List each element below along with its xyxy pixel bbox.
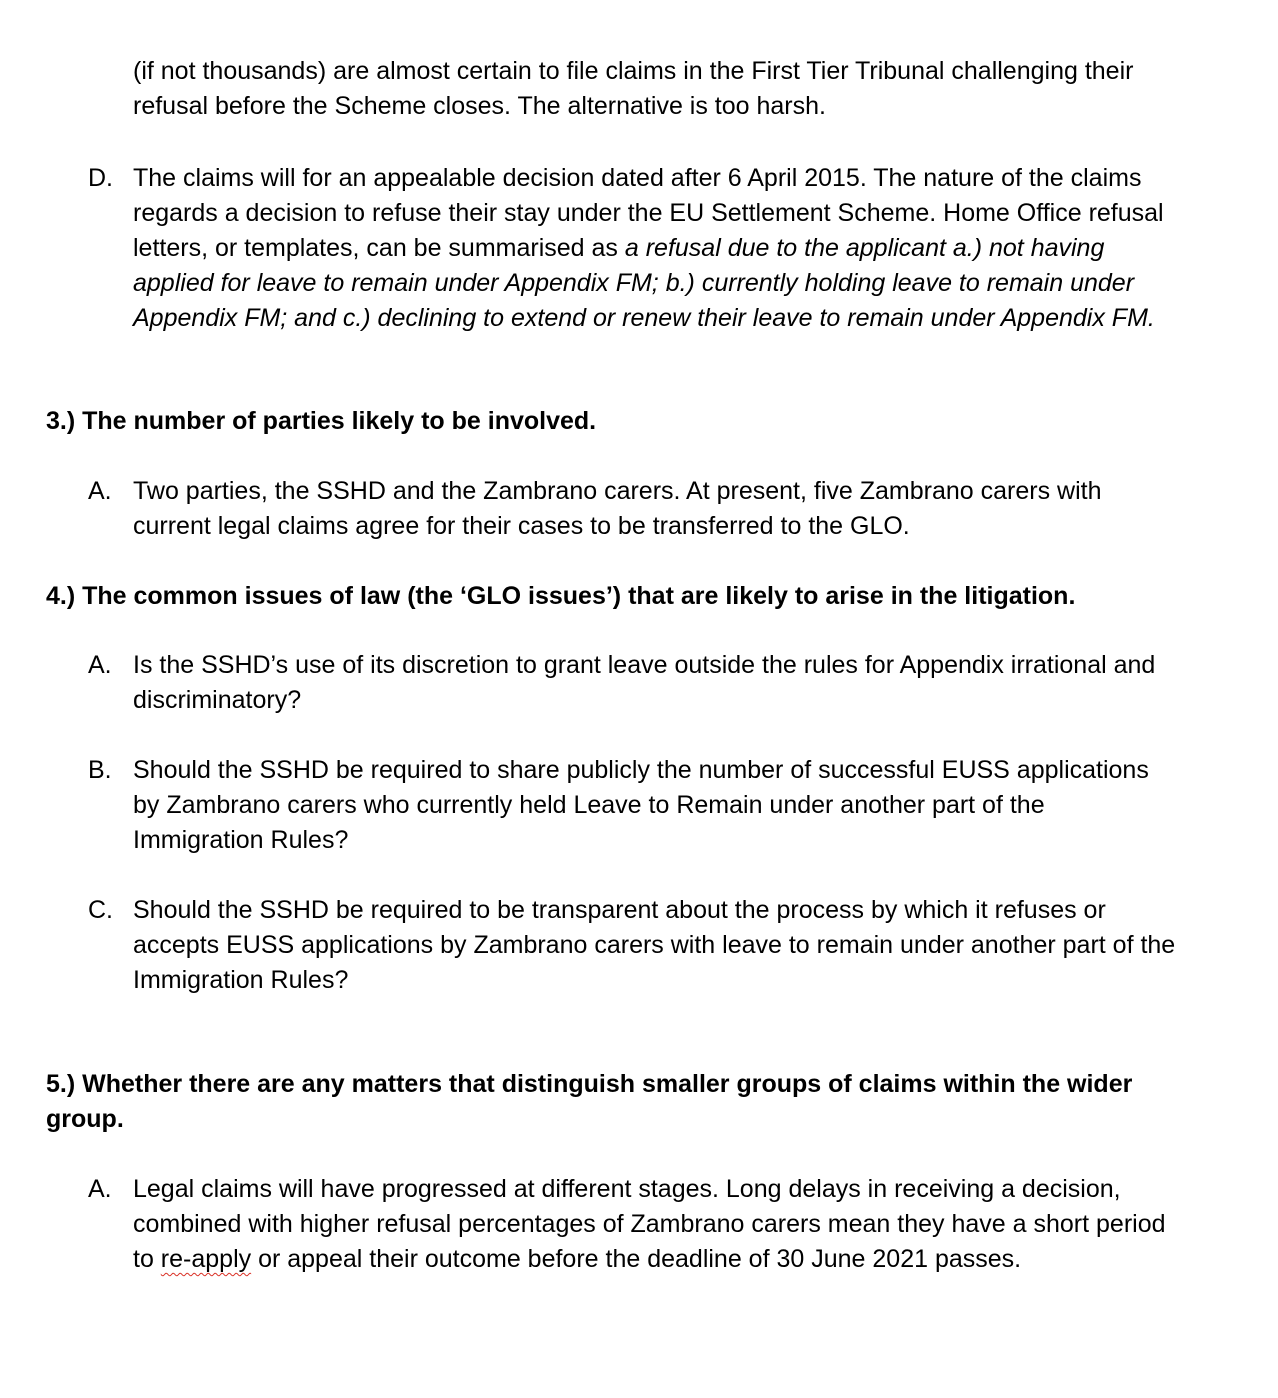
section-4-item-b-marker: B. (88, 756, 112, 784)
section-5-item-a-text-before: Legal claims will have progressed at different stages. Long delays in receiving a decision, combined with higher refusal percentages of Zambrano carers mean they have a short period to (133, 1175, 1166, 1273)
section-4-item-a-marker: A. (88, 651, 112, 679)
section-4-item-c-text: Should the SSHD be required to be transparent about the process by which it refuses or accepts EUSS applications by Zambrano carers with leave to remain under another part of the Immigration Rules? (133, 896, 1176, 994)
section-4-item-b-text: Should the SSHD be required to share publicly the number of successful EUSS applications by Zambrano carers who currently held Leave to Remain under another part of the Immigration Rules? (133, 756, 1149, 854)
section-3-item-a-text: Two parties, the SSHD and the Zambrano carers. At present, five Zambrano carers with current legal claims agree for their cases to be transferred to the GLO. (133, 477, 1102, 540)
section-3-item-a-marker: A. (88, 477, 112, 505)
section-5-item-a-text-after: or appeal their outcome before the deadline of 30 June 2021 passes. (251, 1245, 1022, 1273)
item-d-text: The claims will for an appealable decision dated after 6 April 2015. The nature of the claims regards a decision to refuse their stay under the EU Settlement Scheme. Home Office refusal letters, or templates, can be summarised as (133, 164, 1164, 262)
item-d-marker: D. (88, 164, 113, 192)
section-3-heading: 3.) The number of parties likely to be involved. (46, 407, 597, 435)
section-5-item-a-paragraph (133, 1172, 1178, 1277)
section-5-item-a-marker: A. (88, 1175, 112, 1203)
section-4-item-c-marker: C. (88, 896, 113, 924)
intro-text: (if not thousands) are almost certain to file claims in the First Tier Tribunal challenging their refusal before the Scheme closes. The alternative is too harsh. (133, 57, 1134, 120)
item-d-italic-text: a refusal due to the applicant a.) not having applied for leave to remain under Appendix FM; b.) currently holding leave to remain under Appendix FM; and c.) declining to extend or renew their leave to remain under Appendix FM. (133, 234, 1155, 332)
spellcheck-flagged-word[interactable]: re-apply (160, 1245, 252, 1273)
section-4-heading: 4.) The common issues of law (the ‘GLO issues’) that are likely to arise in the litigation. (46, 582, 1076, 610)
item-d-paragraph (133, 161, 1178, 336)
section-5-heading: 5.) Whether there are any matters that distinguish smaller groups of claims within the wider group. (46, 1070, 1133, 1133)
section-4-item-a-text: Is the SSHD’s use of its discretion to grant leave outside the rules for Appendix irrational and discriminatory? (133, 651, 1156, 714)
intro-paragraph (133, 54, 1178, 124)
